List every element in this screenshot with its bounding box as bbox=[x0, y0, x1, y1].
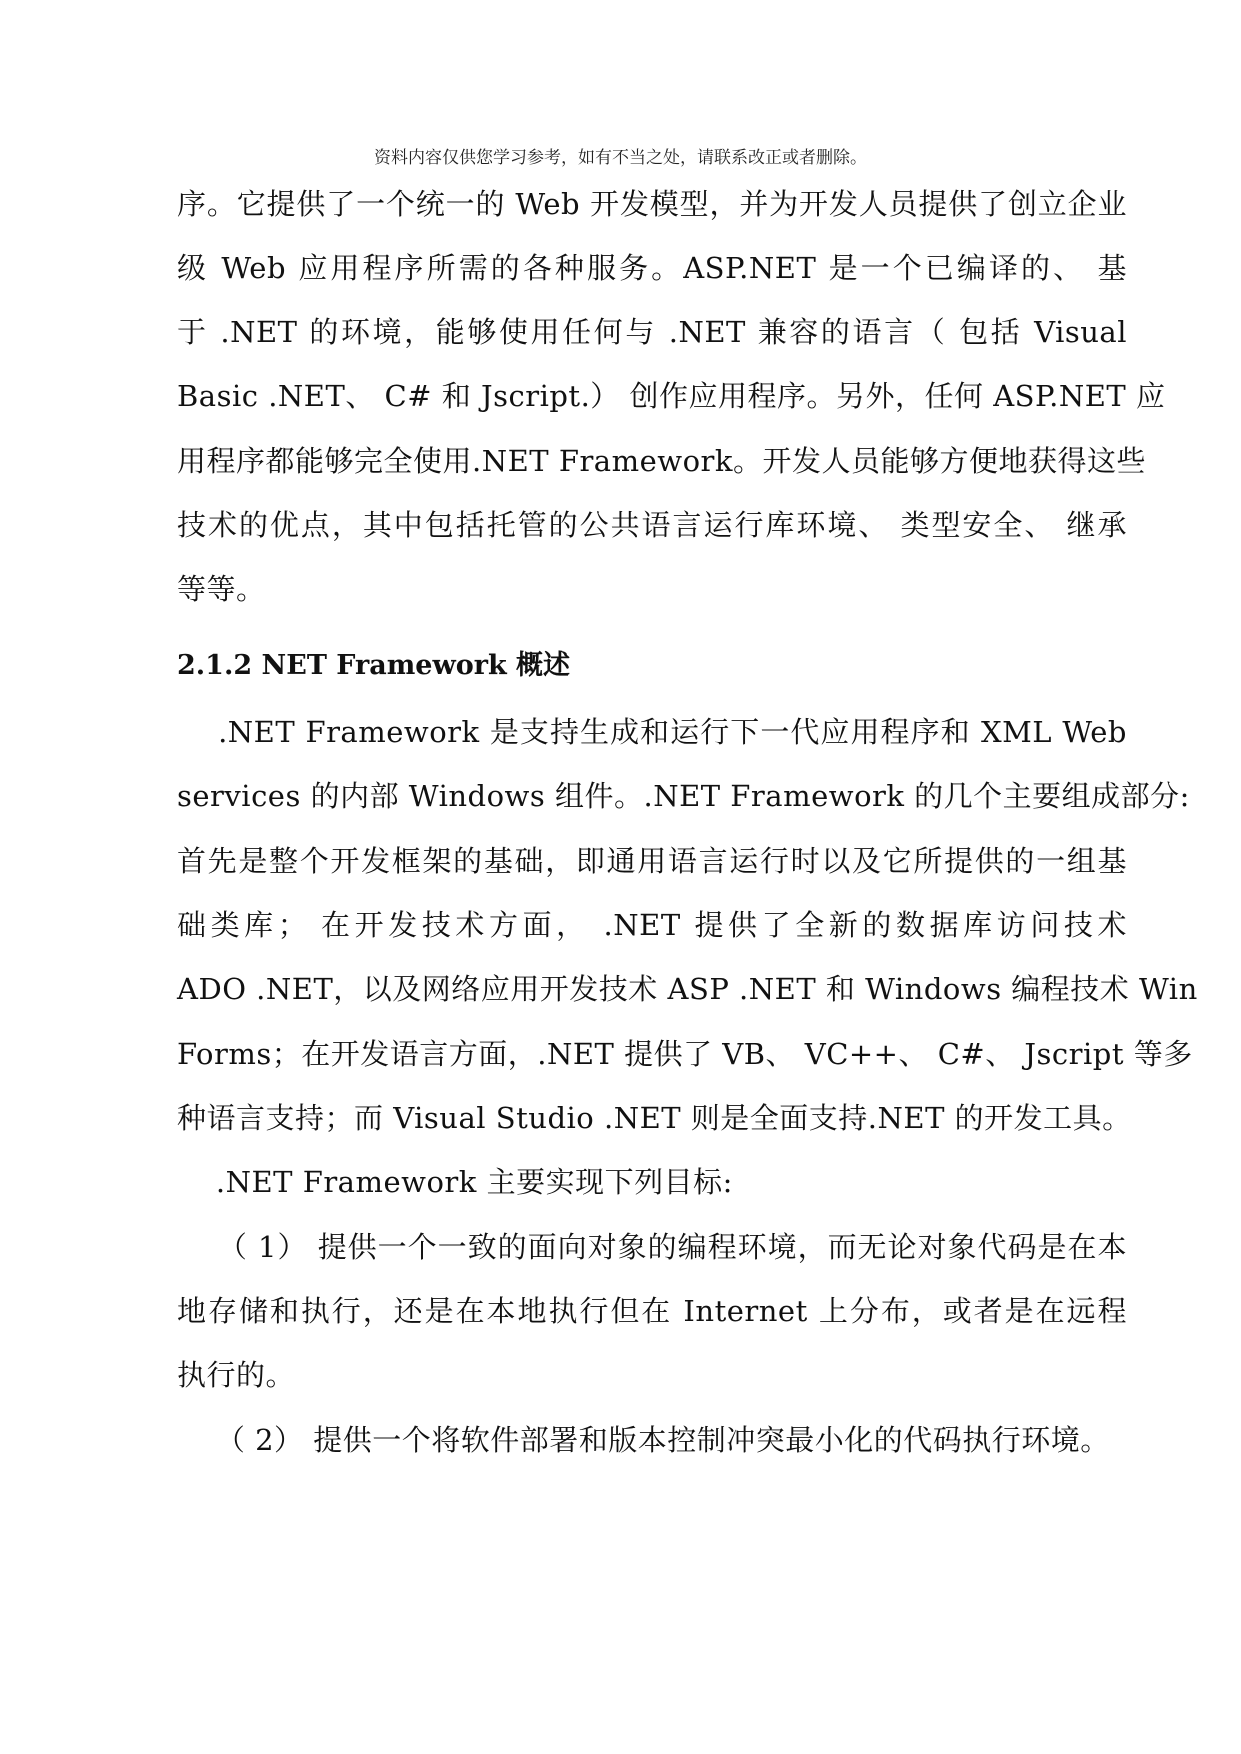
list-item-line: 地存储和执行，还是在本地执行但在 Internet 上分布，或者是在远程 bbox=[177, 1294, 1127, 1328]
paragraph-line: 等等。 bbox=[177, 572, 266, 606]
list-item-line: （ 1） 提供一个一致的面向对象的编程环境，而无论对象代码是在本 bbox=[177, 1230, 1127, 1264]
list-item-line: （ 2） 提供一个将软件部署和版本控制冲突最小化的代码执行环境。 bbox=[177, 1423, 1110, 1457]
paragraph-line: ADO .NET，以及网络应用开发技术 ASP .NET 和 Windows 编程技术 Win bbox=[177, 972, 1198, 1006]
section-heading: 2.1.2 NET Framework 概述 bbox=[177, 650, 571, 681]
paragraph-line: 础类库； 在开发技术方面， .NET 提供了全新的数据库访问技术 bbox=[177, 908, 1127, 942]
paragraph-line: 用程序都能够完全使用.NET Framework。开发人员能够方便地获得这些 bbox=[177, 444, 1146, 478]
paragraph-line: .NET Framework 是支持生成和运行下一代应用程序和 XML Web bbox=[177, 715, 1127, 749]
paragraph-line: services 的内部 Windows 组件。.NET Framework 的几个主要组成部分: bbox=[177, 779, 1190, 813]
page-header-disclaimer: 资料内容仅供您学习参考，如有不当之处，请联系改正或者删除。 bbox=[374, 148, 867, 168]
paragraph-line: Forms；在开发语言方面，.NET 提供了 VB、 VC++、 C#、 Jscript 等多 bbox=[177, 1037, 1193, 1071]
paragraph-line: 于 .NET 的环境，能够使用任何与 .NET 兼容的语言（ 包括 Visual bbox=[177, 315, 1127, 349]
paragraph-line: 技术的优点，其中包括托管的公共语言运行库环境、 类型安全、 继承 bbox=[177, 508, 1127, 542]
paragraph-line: 种语言支持；而 Visual Studio .NET 则是全面支持.NET 的开发工具。 bbox=[177, 1101, 1132, 1135]
list-item-line: 执行的。 bbox=[177, 1358, 296, 1392]
paragraph-line: 级 Web 应用程序所需的各种服务。ASP.NET 是一个已编译的、 基 bbox=[177, 251, 1127, 285]
paragraph-line: 序。它提供了一个统一的 Web 开发模型，并为开发人员提供了创立企业 bbox=[177, 187, 1127, 221]
paragraph-line: 首先是整个开发框架的基础，即通用语言运行时以及它所提供的一组基 bbox=[177, 844, 1127, 878]
paragraph-line: .NET Framework 主要实现下列目标: bbox=[177, 1165, 733, 1199]
paragraph-line: Basic .NET、 C# 和 Jscript.） 创作应用程序。另外，任何 ASP.NET 应 bbox=[177, 379, 1166, 413]
